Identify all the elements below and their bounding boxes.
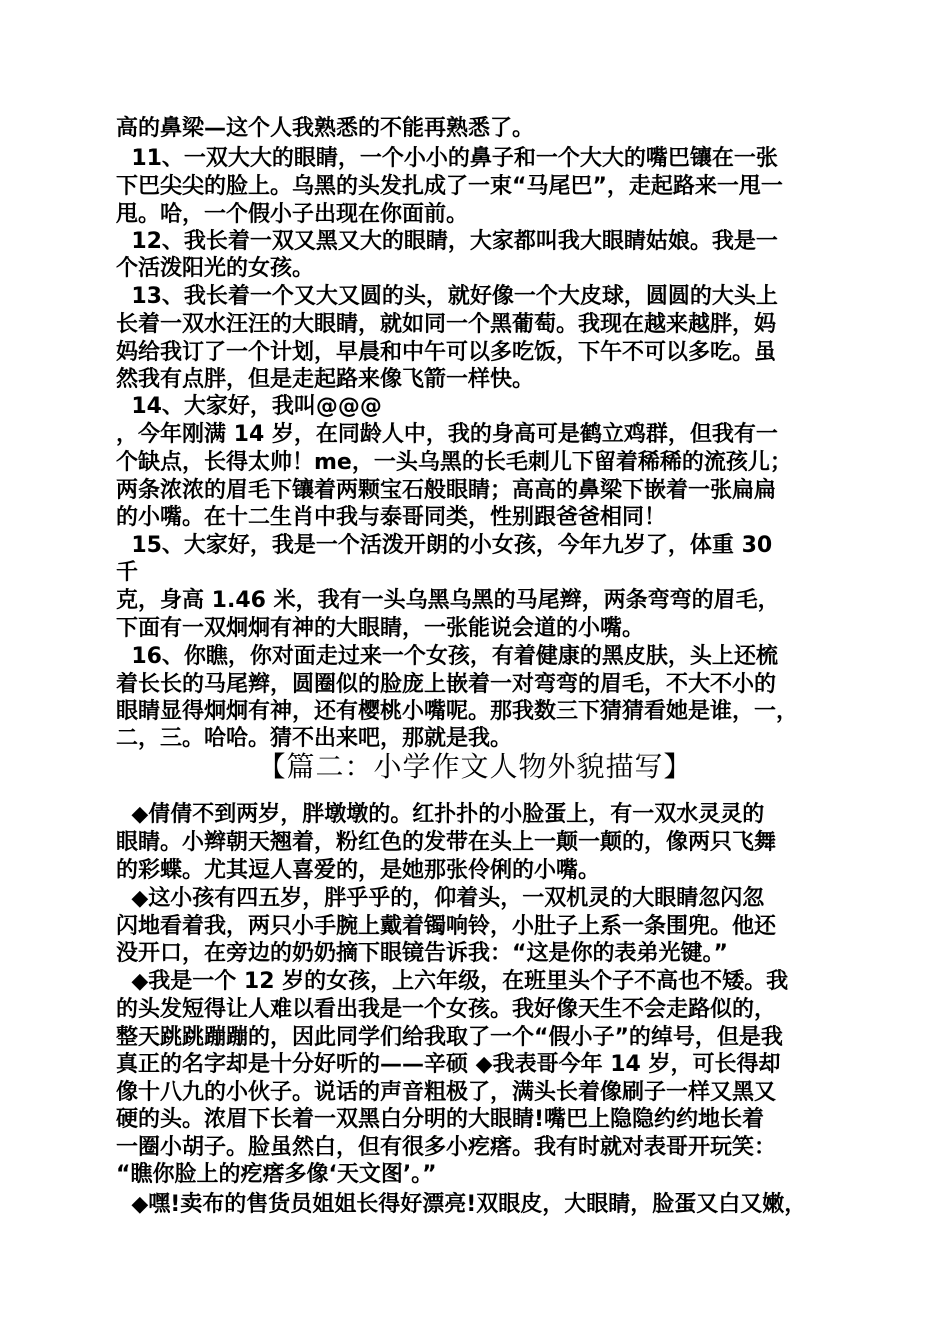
text-line: 然我有点胖，但是走起路来像飞箭一样快。 (116, 367, 535, 392)
text-line: 妈给我订了一个计划，早晨和中午可以多吃饭，下午不可以多吃。虽 (116, 340, 777, 365)
text-line: “瞧你脸上的疙瘩多像‘天文图’。” (116, 1162, 437, 1187)
text-line: 两条浓浓的眉毛下镶着两颗宝石般眼睛；高高的鼻梁下嵌着一张扁扁 (116, 478, 777, 503)
text-line: 下面有一双炯炯有神的大眼睛，一张能说会道的小嘴。 (116, 616, 645, 641)
text-line: 一圈小胡子。脸虽然白，但有很多小疙瘩。我有时就对表哥开玩笑： (116, 1135, 777, 1160)
text-line: 没开口，在旁边的奶奶摘下眼镜告诉我：“这是你的表弟光键。” (116, 941, 728, 966)
text-line: 千 (116, 560, 139, 585)
text-line: ◆嘿!卖布的售货员姐姐长得好漂亮!双眼皮，大眼睛，脸蛋又白又嫩， (116, 1192, 807, 1217)
text-line: 眼睛。小辫朝天翘着，粉红色的发带在头上一颠一颠的，像两只飞舞 (116, 830, 777, 855)
text-line: 的彩蝶。尤其逗人喜爱的，是她那张伶俐的小嘴。 (116, 858, 601, 883)
text-line: 甩。哈，一个假小子出现在你面前。 (116, 202, 469, 227)
text-line: 12、我长着一双又黑又大的眼睛，大家都叫我大眼睛姑娘。我是一 (116, 229, 778, 254)
text-line: 15、大家好，我是一个活泼开朗的小女孩，今年九岁了，体重 30 (116, 533, 773, 558)
text-line: 眼睛显得炯炯有神，还有樱桃小嘴呢。那我数三下猜猜看她是谁，一， (116, 699, 799, 724)
text-line: 长着一双水汪汪的大眼睛，就如同一个黑葡萄。我现在越来越胖，妈 (116, 312, 777, 337)
text-line: ，今年刚满 14 岁，在同龄人中，我的身高可是鹤立鸡群，但我有一 (116, 422, 778, 447)
section-heading: 【篇二：小学作文人物外貌描写】 (257, 750, 693, 783)
text-line: 11、一双大大的眼睛，一个小小的鼻子和一个大大的嘴巴镶在一张 (116, 146, 778, 171)
text-line: 的头发短得让人难以看出我是一个女孩。我好像天生不会走路似的， (116, 997, 777, 1022)
text-line: 的小嘴。在十二生肖中我与泰哥同类，性别跟爸爸相同！ (116, 505, 667, 530)
text-line: 高的鼻梁—这个人我熟悉的不能再熟悉了。 (116, 116, 535, 141)
text-line: 14、大家好，我叫@@@ (116, 394, 382, 419)
text-line: 16、你瞧，你对面走过来一个女孩，有着健康的黑皮肤，头上还梳 (116, 644, 778, 669)
text-line: 整天跳跳蹦蹦的，因此同学们给我取了一个“假小子”的绰号，但是我 (116, 1025, 783, 1050)
text-line: ◆我是一个 12 岁的女孩，上六年级，在班里头个子不高也不矮。我 (116, 969, 789, 994)
text-line: ◆这小孩有四五岁，胖乎乎的，仰着头，一双机灵的大眼睛忽闪忽 (116, 886, 765, 911)
text-line: 13、我长着一个又大又圆的头，就好像一个大皮球，圆圆的大头上 (116, 284, 778, 309)
text-line: 着长长的马尾辫，圆圈似的脸庞上嵌着一对弯弯的眉毛，不大不小的 (116, 672, 777, 697)
text-line: 克，身高 1.46 米，我有一头乌黑乌黑的马尾辫，两条弯弯的眉毛， (116, 588, 780, 613)
text-line: 个活泼阳光的女孩。 (116, 256, 315, 281)
text-line: 真正的名字却是十分好听的——辛硕 ◆我表哥今年 14 岁，可长得却 (116, 1052, 781, 1077)
text-line: 闪地看着我，两只小手腕上戴着镯响铃，小肚子上系一条围兜。他还 (116, 914, 777, 939)
text-line: 像十八九的小伙子。说话的声音粗极了，满头长着像刷子一样又黑又 (116, 1080, 777, 1105)
text-line: 二，三。哈哈。猜不出来吧，那就是我。 (116, 726, 513, 751)
text-line: 个缺点，长得太帅！me，一头乌黑的长毛刺儿下留着稀稀的流孩儿； (116, 450, 792, 475)
text-line: 下巴尖尖的脸上。乌黑的头发扎成了一束“马尾巴”，走起路来一甩一 (116, 174, 783, 199)
text-line: 硬的头。浓眉下长着一双黑白分明的大眼睛!嘴巴上隐隐约约地长着 (116, 1107, 765, 1132)
text-line: ◆倩倩不到两岁，胖墩墩的。红扑扑的小脸蛋上，有一双水灵灵的 (116, 802, 765, 827)
